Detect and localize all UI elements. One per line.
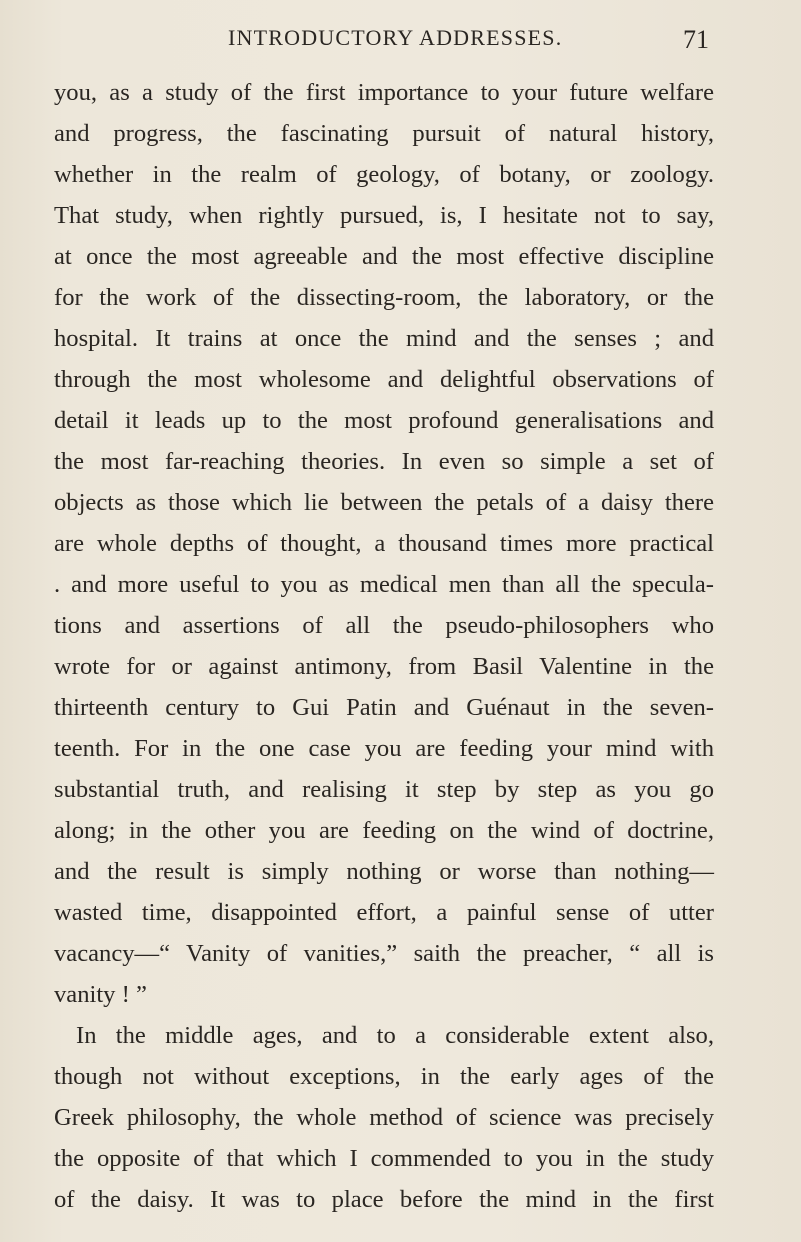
text-line: through the most wholesome and delightful observations of: [54, 366, 714, 393]
text-line: wrote for or against antimony, from Basil Valentine in the: [54, 653, 714, 680]
text-line: and the result is simply nothing or worse than nothing—: [54, 858, 714, 885]
running-title: INTRODUCTORY ADDRESSES.: [228, 25, 563, 50]
text-line: you, as a study of the first importance to your future welfare: [54, 79, 714, 106]
text-line: along; in the other you are feeding on the wind of doctrine,: [54, 817, 714, 844]
text-line: and progress, the fascinating pursuit of natural history,: [54, 120, 714, 147]
text-line: though not without exceptions, in the early ages of the: [54, 1063, 714, 1090]
text-line: whether in the realm of geology, of botany, or zoology.: [54, 161, 714, 188]
text-line: objects as those which lie between the petals of a daisy there: [54, 489, 714, 516]
paragraph-start-line: In the middle ages, and to a considerable extent also,: [76, 1022, 714, 1049]
text-line: . and more useful to you as medical men than all the specula-: [54, 571, 714, 598]
text-line: hospital. It trains at once the mind and the senses ; and: [54, 325, 714, 352]
text-line: of the daisy. It was to place before the mind in the first: [54, 1186, 714, 1213]
text-line: Greek philosophy, the whole method of science was precisely: [54, 1104, 714, 1131]
text-line: are whole depths of thought, a thousand times more practical: [54, 530, 714, 557]
text-line: teenth. For in the one case you are feeding your mind with: [54, 735, 714, 762]
text-line: for the work of the dissecting-room, the laboratory, or the: [54, 284, 714, 311]
text-line: at once the most agreeable and the most effective discipline: [54, 243, 714, 270]
text-line: vacancy—“ Vanity of vanities,” saith the preacher, “ all is: [54, 940, 714, 967]
body-text: [54, 72, 714, 1220]
text-line: tions and assertions of all the pseudo-philosophers who: [54, 612, 714, 639]
paragraph-end-line: vanity ! ”: [54, 981, 147, 1008]
text-line: the most far-reaching theories. In even so simple a set of: [54, 448, 714, 475]
text-line: the opposite of that which I commended to you in the study: [54, 1145, 714, 1172]
text-line: That study, when rightly pursued, is, I hesitate not to say,: [54, 202, 714, 229]
text-line: substantial truth, and realising it step by step as you go: [54, 776, 714, 803]
page-number: 71: [683, 25, 709, 54]
text-line: thirteenth century to Gui Patin and Guénaut in the seven-: [54, 694, 714, 721]
running-head: [0, 20, 801, 56]
text-line: wasted time, disappointed effort, a painful sense of utter: [54, 899, 714, 926]
text-line: detail it leads up to the most profound generalisations and: [54, 407, 714, 434]
